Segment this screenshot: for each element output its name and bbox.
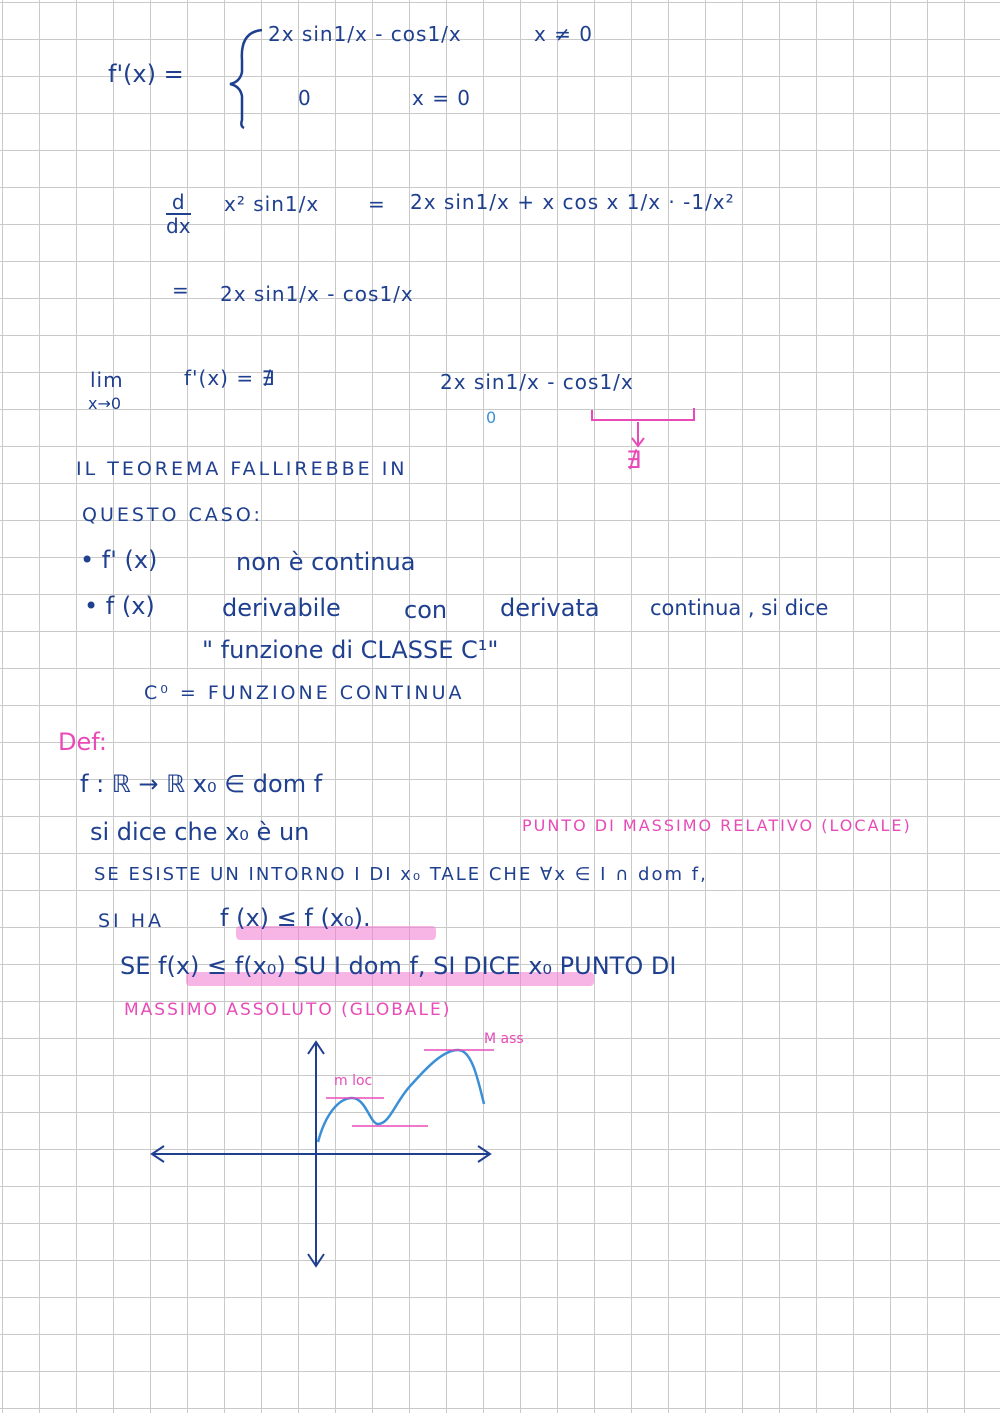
piecewise-case2-cond: x = 0 (412, 86, 472, 110)
theorem-line2: QUESTO CASO: (82, 504, 263, 526)
bullet2-c: con (404, 596, 448, 624)
definition-line3: SE ESISTE UN INTORNO I DI x₀ TALE CHE ∀x ∈ I ∩ dom f, (94, 864, 708, 885)
limit-sub: x→0 (88, 394, 122, 413)
piecewise-case1-expr: 2x sin1/x - cos1/x (268, 22, 462, 46)
piecewise-lhs: f'(x) = (108, 60, 184, 88)
x-axis (152, 1146, 490, 1162)
definition-line5: SE f(x) ≤ f(x₀) SU I dom f, SI DICE x₀ PUNTO DI (120, 952, 677, 980)
definition-line4-b: f (x) ≤ f (x₀). (220, 904, 371, 932)
bullet2-e: continua , si dice (650, 596, 829, 620)
piecewise-case1-cond: x ≠ 0 (534, 22, 594, 46)
label-global-max: M ass (484, 1031, 524, 1047)
derivative-dx: dx (166, 214, 191, 238)
definition-line1: f : ℝ → ℝ x₀ ∈ dom f (80, 770, 323, 798)
derivative-simplified: 2x sin1/x - cos1/x (220, 282, 414, 306)
definition-line4-a: SI HA (98, 910, 164, 932)
limit-lim: lim (90, 368, 124, 392)
definition-line2-b: PUNTO DI MASSIMO RELATIVO (LOCALE) (522, 816, 912, 835)
bullet1-b: non è continua (236, 548, 416, 576)
bullet2-a: • f (x) (84, 592, 155, 620)
y-axis (308, 1042, 324, 1266)
bullet2-b: derivabile (222, 594, 341, 622)
derivative-eq2: = (172, 278, 190, 302)
limit-expr: f'(x) = ∄ (184, 366, 276, 390)
bullet1-a: • f' (x) (80, 546, 158, 574)
derivative-expr: x² sin1/x (224, 192, 320, 216)
limit-right: 2x sin1/x - cos1/x (440, 370, 634, 394)
derivative-eq1: = (368, 192, 386, 216)
derivative-operator (166, 192, 191, 236)
theorem-line1: IL TEOREMA FALLIREBBE IN (76, 458, 408, 480)
bullet2-line2: " funzione di CLASSE C¹" (202, 636, 499, 664)
definition-line2-a: si dice che x₀ è un (90, 818, 310, 846)
c0-definition: C⁰ = FUNZIONE CONTINUA (144, 682, 465, 704)
bullet2-d: derivata (500, 594, 600, 622)
label-local-max: m loc (334, 1073, 373, 1089)
definition-label: Def: (58, 728, 107, 756)
derivative-d: d (171, 190, 185, 214)
definition-line6: MASSIMO ASSOLUTO (GLOBALE) (124, 1000, 452, 1020)
piecewise-case2-expr: 0 (298, 86, 312, 110)
limit-nonexist-note: ∄ (626, 446, 642, 474)
limit-zero-note: 0 (486, 408, 497, 427)
derivative-rhs: 2x sin1/x + x cos x 1/x · -1/x² (410, 190, 735, 214)
function-curve (318, 1050, 484, 1142)
